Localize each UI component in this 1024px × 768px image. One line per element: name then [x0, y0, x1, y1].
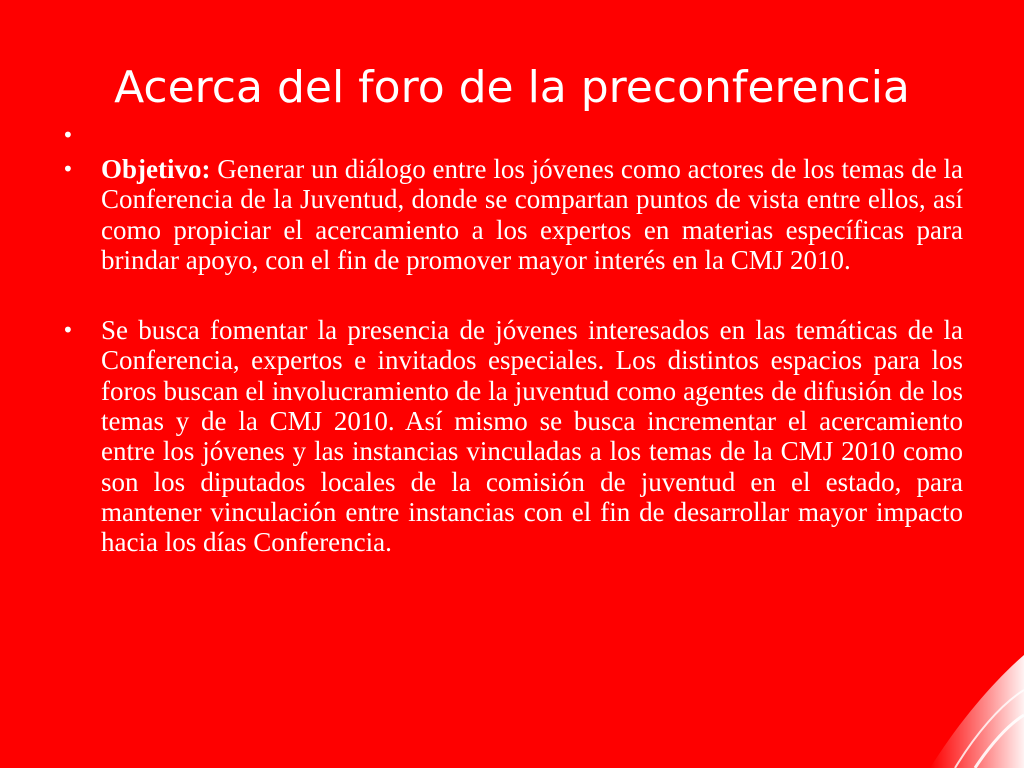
- description-text: Se busca fomentar la presencia de jóvenes interesados en las temáticas de la Conferencia, expertos e invitados especiales. Los distintos espacios para los foros buscan el involucramiento de la juventud como agentes de difusión de los temas y de la CMJ 2010. Así mismo se busca incrementar el acercamiento entre los jóvenes y las instancias vinculadas a los temas de la CMJ 2010 como son los diputados locales de la comisión de juventud en el estado, para mantener vinculación entre instancias con el fin de desarrollar mayor impacto hacia los días Conferencia.: [101, 315, 963, 558]
- bullet-dot-icon: •: [62, 157, 74, 181]
- slide-title: Acerca del foro de la preconferencia: [114, 62, 910, 113]
- bullet-description: [62, 315, 963, 557]
- bullet-objective: [62, 154, 963, 275]
- bullet-dot-icon: •: [62, 318, 74, 343]
- bullet-list: [62, 120, 963, 558]
- bullet-empty: [62, 120, 963, 152]
- objective-text: Generar un diálogo entre los jóvenes como actores de los temas de la Conferencia de la Juventud, donde se compartan puntos de vista entre ellos, así como propiciar el acercamiento a los expertos en materias específicas para brindar apoyo, con el fin de promover mayor interés en la CMJ 2010.: [101, 154, 963, 275]
- objective-lead: Objetivo:: [101, 154, 211, 184]
- bullet-dot-icon: •: [62, 123, 74, 147]
